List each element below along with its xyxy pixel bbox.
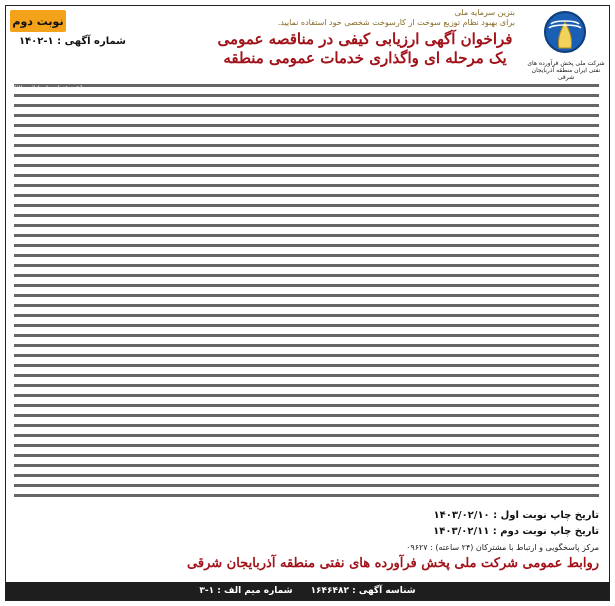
footer-item-1: شناسه آگهی : ۱۶۴۶۴۸۲ (310, 586, 416, 596)
title-block (215, 30, 515, 68)
notice-badge: نوبت دوم (10, 10, 66, 32)
header-tag-line-1: بنزین سرمایه ملی (454, 8, 515, 17)
illegible-body-placeholder (14, 84, 599, 502)
title-line-2: یک مرحله ای واگذاری خدمات عمومی منطقه (223, 48, 507, 67)
publish-date-2: تاریخ چاپ نوبت دوم : ۱۴۰۳/۰۲/۱۱ (433, 526, 599, 537)
notice-footer (6, 582, 609, 600)
illegible-body-note: [illegible body text] (14, 85, 83, 93)
header-tagline (265, 8, 515, 28)
logo-caption: شرکت ملی پخش فرآورده های نفتی ایران منطقه آذربایجان شرقی (527, 60, 605, 81)
org-line: روابط عمومی شرکت ملی پخش فرآورده های نفتی منطقه آذربایجان شرقی (187, 556, 599, 571)
title-line-1: فراخوان آگهی ارزیابی کیفی در مناقصه عمومی (217, 30, 513, 48)
ad-number: شماره آگهی : ۱-۱۴۰۲ (18, 36, 126, 47)
company-logo-icon (529, 6, 601, 66)
publish-date-1: تاریخ چاپ نوبت اول : ۱۴۰۳/۰۲/۱۰ (433, 510, 599, 521)
notice-body (14, 84, 599, 502)
footer-item-2: شماره میم الف : ۱-۳ (199, 586, 293, 596)
header-tag-line-2: برای بهبود نظام توزیع سوخت از کارسوخت شخصی خود استفاده نمایید. (277, 18, 515, 27)
contact-line: مرکز پاسخگویی و ارتباط با مشترکان (۲۴ ساعته) : ۰۹۶۲۷ (406, 543, 599, 552)
